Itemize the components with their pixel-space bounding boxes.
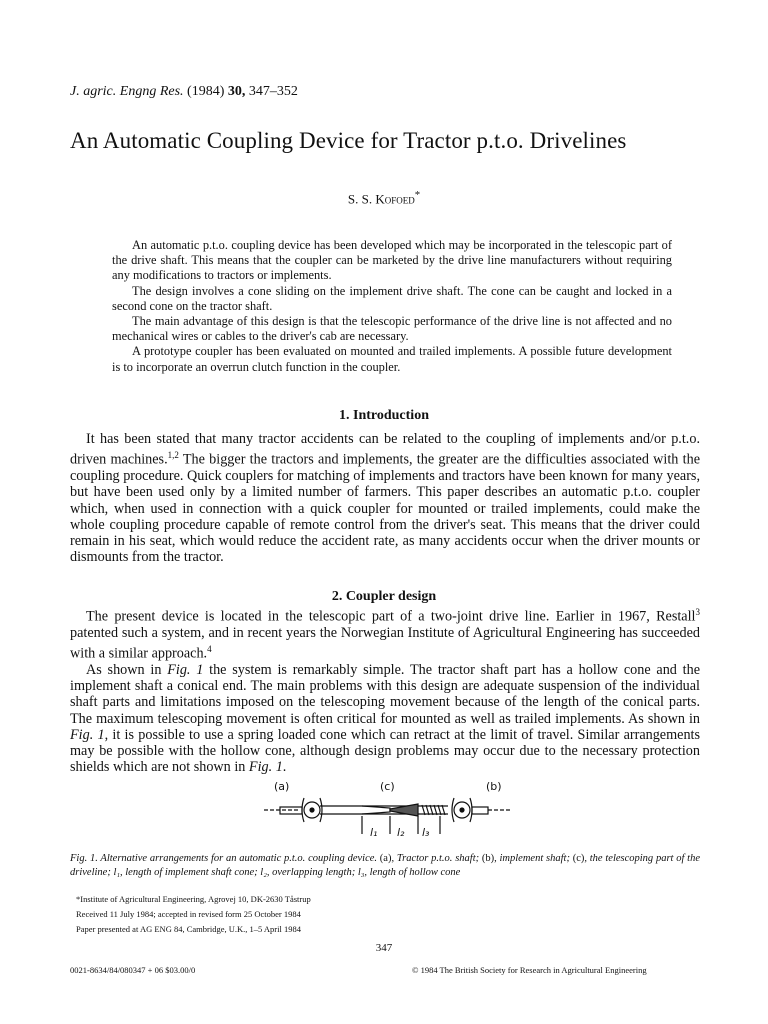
caption-run: , implement shaft; [494,853,573,864]
caption-run: , Tractor p.t.o. shaft; [391,853,482,864]
citation-ref: 4 [207,644,212,655]
footnote-presented: Paper presented at AG ENG 84, Cambridge, U.K., 1–5 April 1984 [76,924,301,934]
text-run: . [282,759,287,776]
body-paragraph [70,662,700,775]
author-surname: Kofoed [375,191,415,207]
journal-reference [70,84,298,100]
abstract-paragraph: A prototype coupler has been evaluated on mounted and trailed implements. A possible future development is to incorporate an overrun clutch function in the coupler. [112,344,672,374]
figure-label-b: (b) [486,780,502,793]
author-footnote-mark: * [414,189,421,201]
text-run: The present device is located in the telescopic part of a two-joint drive line. Earlier in 1967, Restall [86,608,696,625]
implement-shaft [472,807,488,814]
body-paragraph [70,431,700,565]
abstract [112,238,672,375]
dimension-l3: l₃ [422,826,430,839]
caption-run: (c) [572,853,585,864]
figure-ref: Fig. 1 [70,726,105,743]
footer-copyright: © 1984 The British Society for Research in Agricultural Engineering [412,965,647,975]
journal-volume: 30, [227,84,246,99]
body-paragraph [70,604,700,662]
page-number: 347 [375,942,393,954]
dimension-l1: l₁ [370,826,378,839]
figure-label-c: (c) [380,780,395,793]
figure-ref: Fig. 1 [167,662,204,679]
citation-ref: 1,2 [167,450,179,461]
text-run: The bigger the tractors and implements, the greater are the difficulties associated with the coupling procedure. Quick couplers for matching of implements and tractors have been known for many years, but have been used only by a limited number of farmers. This paper describes an automatic p.t.o. coupler which, when used in connection with a quick coupler for mounted or trailed implements, could make the whole coupling procedure capable of remote control from the driver's seat. This means that the driver could remain in his seat, which would reduce the accident rate, as many accidents occur when the driver mounts or dismounts from the tractor. [70,451,700,566]
introduction-text [70,431,700,565]
dimension-l2: l₂ [397,826,405,839]
author-initials: S. S. [347,191,376,207]
figure-label-a: (a) [274,780,290,793]
figure-ref: Fig. 1 [248,759,283,776]
text-run: As shown in [86,662,168,679]
footnote-received: Received 11 July 1984; accepted in revised form 25 October 1984 [76,909,301,919]
section-heading-introduction: 1. Introduction [339,408,429,423]
caption-run: (b) [481,853,495,864]
coupler-design-text [70,604,700,776]
driveline-drawing [250,778,520,848]
journal-name: J. agric. Engng Res. [70,84,184,99]
figure-caption [70,852,700,879]
footnote-institute: *Institute of Agricultural Engineering, Agrovej 10, DK-2630 Tåstrup [76,894,311,904]
footnotes [76,892,311,937]
caption-run: (a) [379,853,392,864]
text-run: , it is possible to use a spring loaded cone which can retract at the limit of travel. Similar arrangements may be possible with the hollow cone, although design problems may occur due to the necessary protection shields which are not shown in [70,726,700,776]
footer-issn: 0021-8634/84/080347 + 06 $03.00/0 [70,965,196,975]
journal-year: (1984) [183,84,228,99]
hollow-cone [362,806,390,814]
abstract-paragraph: The main advantage of this design is that the telescopic performance of the drive line is not affected and no mechanical wires or cables to the driver's cab are necessary. [112,314,672,344]
text-run: It has been stated that many tractor accidents can be related to the coupling of implements and/or p.t.o. driven machines. [70,431,700,468]
section-heading-coupler-design: 2. Coupler design [331,589,437,604]
citation-ref: 3 [695,607,700,617]
paper-title: An Automatic Coupling Device for Tractor p.t.o. Drivelines [70,128,627,153]
text-run: the system is remarkably simple. The tractor shaft part has a hollow cone and the implement shaft a conical end. The main problems with this design are adequate suspension of the individual shaft parts and limitations imposed on the telescoping movement because of the length of the conical parts. The maximum telescoping movement is often critical for mounted as well as trailed implements. As shown in [70,662,701,727]
caption-run: Fig. 1. Alternative arrangements for an automatic p.t.o. coupling device. [70,853,380,864]
abstract-paragraph: An automatic p.t.o. coupling device has been developed which may be incorporated in the telescopic part of the drive shaft. This means that the coupler can be marketed by the drive line manufacturers without requiring any modifications to tractors or implements. [112,238,672,283]
caption-run: , the telescoping part of the driveline; l₁, length of implement shaft cone; l₂, overlapping length; l₃, length of hollow cone [70,853,700,878]
author-line [0,189,768,207]
text-run: patented such a system, and in recent years the Norwegian Institute of Agricultural Engineering has succeeded with a similar approach. [70,624,700,662]
journal-pages: 347–352 [245,84,298,99]
abstract-paragraph: The design involves a cone sliding on the implement drive shaft. The cone can be caught and locked in a second cone on the tractor shaft. [112,283,672,313]
figure-1 [250,778,520,848]
